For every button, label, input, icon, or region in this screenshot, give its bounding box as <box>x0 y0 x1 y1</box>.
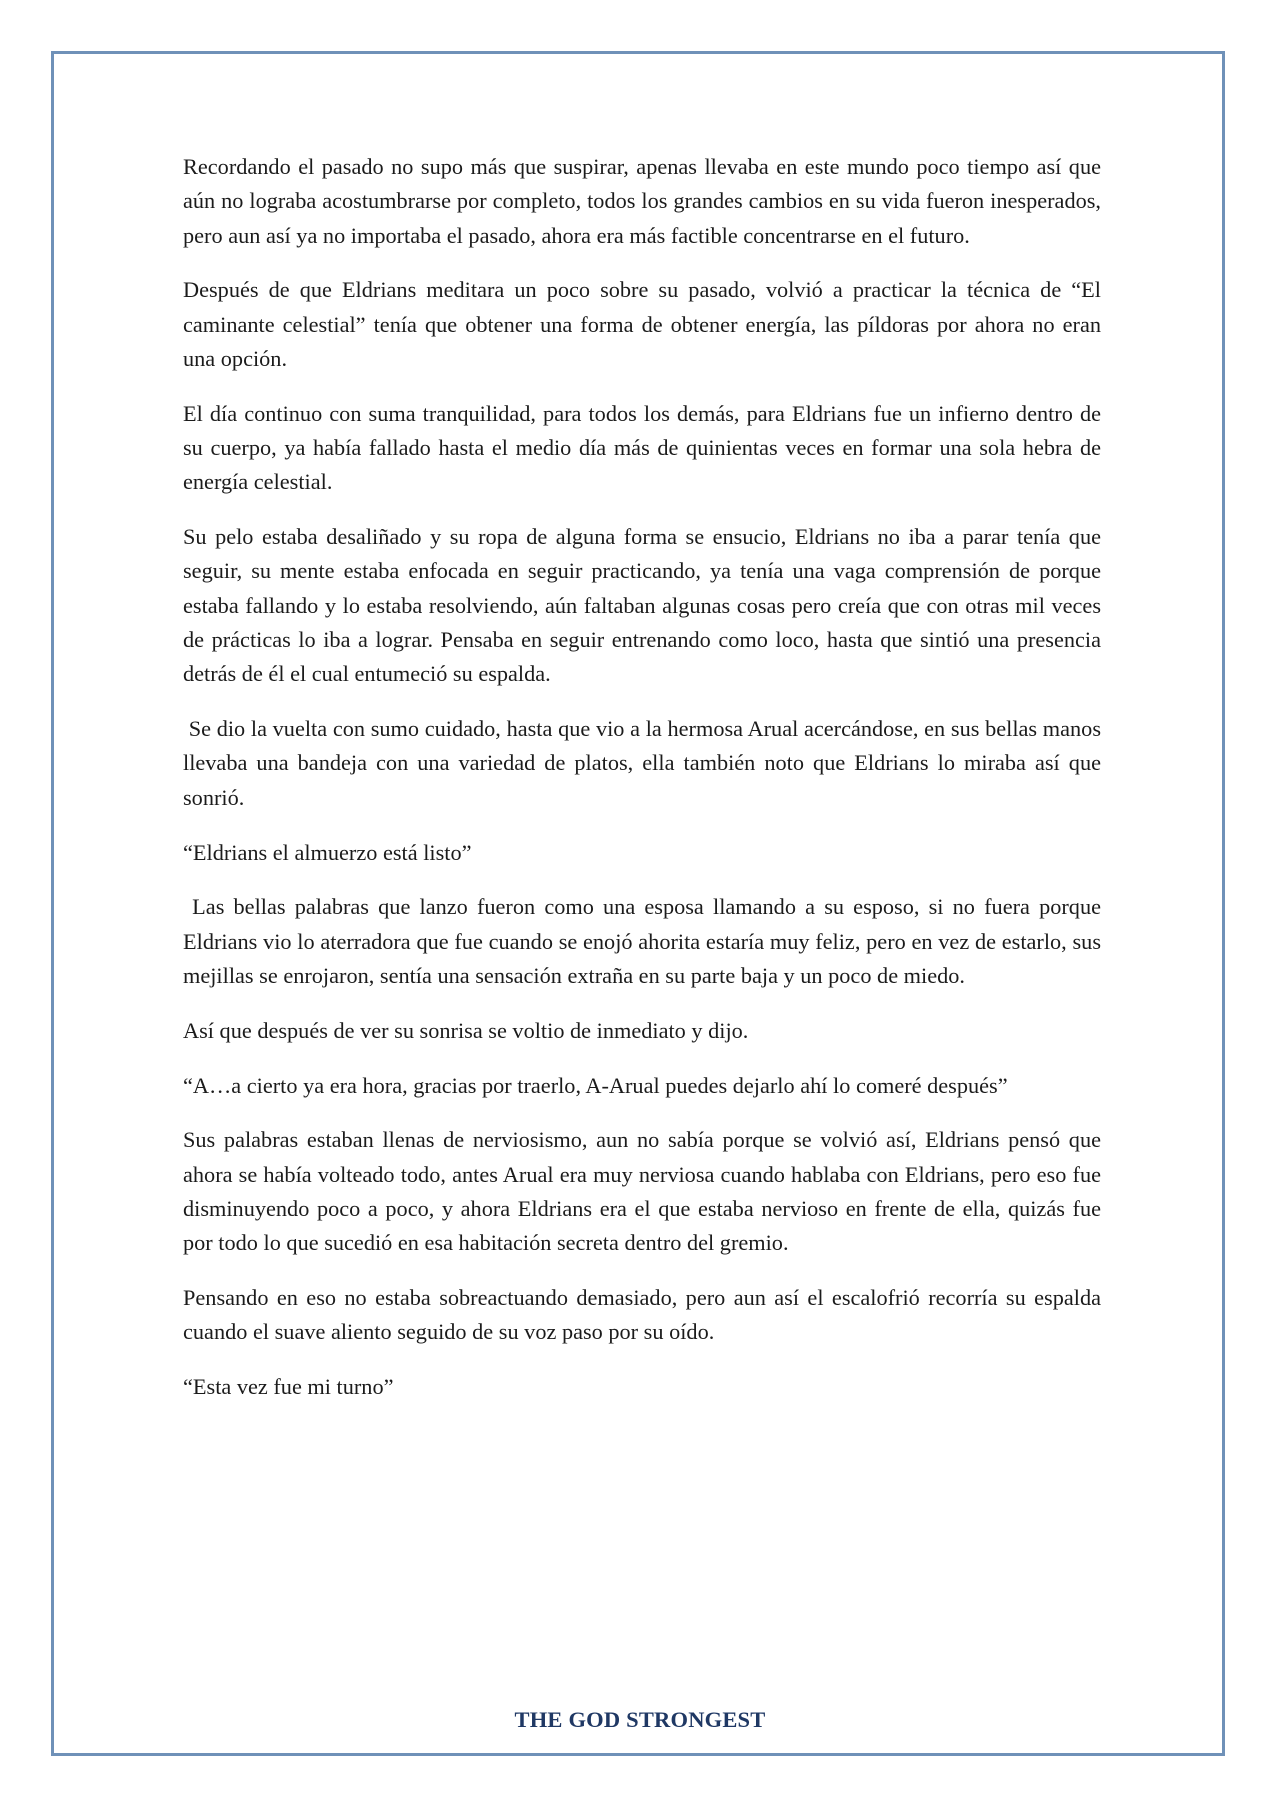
document-body <box>183 150 1107 1425</box>
paragraph: El día continuo con suma tranquilidad, para todos los demás, para Eldrians fue un infierno dentro de su cuerpo, ya había fallado hasta el medio día más de quinientas veces en formar una sola hebra de energía celestial. <box>183 400 1101 495</box>
paragraph: Las bellas palabras que lanzo fueron como una esposa llamando a su esposo, si no fuera porque Eldrians vio lo aterradora que fue cuando se enojó ahorita estaría muy feliz, pero en vez de estarlo, sus mejillas se enrojaron, sentía una sensación extraña en su parte baja y un poco de miedo. <box>183 894 1107 988</box>
paragraph: Pensando en eso no estaba sobreactuando demasiado, pero aun así el escalofrió recorría su espalda cuando el suave aliento seguido de su voz paso por su oído. <box>183 1285 1101 1345</box>
page-footer-title: THE GOD STRONGEST <box>514 1707 766 1732</box>
paragraph: Después de que Eldrians meditara un poco sobre su pasado, volvió a practicar la técnica de “El caminante celestial” tenía que obtener una forma de obtener energía, las píldoras por ahora no eran una opción. <box>183 277 1101 371</box>
paragraph: Se dio la vuelta con sumo cuidado, hasta que vio a la hermosa Arual acercándose, en sus bellas manos llevaba una bandeja con una variedad de platos, ella también noto que Eldrians lo miraba así que sonrió. <box>183 716 1107 810</box>
paragraph: Recordando el pasado no supo más que suspirar, apenas llevaba en este mundo poco tiempo así que aún no lograba acostumbrarse por completo, todos los grandes cambios en su vida fueron inesperados, pero aun así ya no importaba el pasado, ahora era más factible concentrarse en el futuro. <box>183 154 1101 248</box>
dialogue-line: “Esta vez fue mi turno” <box>183 1374 394 1400</box>
dialogue-line: “A…a cierto ya era hora, gracias por traerlo, A-Arual puedes dejarlo ahí lo comeré después” <box>183 1072 1008 1098</box>
paragraph: Sus palabras estaban llenas de nerviosismo, aun no sabía porque se volvió así, Eldrians pensó que ahora se había volteado todo, antes Arual era muy nerviosa cuando hablaba con Eldrians, pero eso fue disminuyendo poco a poco, y ahora Eldrians era el que estaba nervioso en frente de ella, quizás fue por todo lo que sucedió en esa habitación secreta dentro del gremio. <box>183 1127 1101 1256</box>
paragraph: Así que después de ver su sonrisa se voltio de inmediato y dijo. <box>183 1017 749 1043</box>
paragraph: Su pelo estaba desaliñado y su ropa de alguna forma se ensucio, Eldrians no iba a parar tenía que seguir, su mente estaba enfocada en seguir practicando, ya tenía una vaga comprensión de porque estaba fallando y lo estaba resolviendo, aún faltaban algunas cosas pero creía que con otras mil veces de prácticas lo iba a lograr. Pensaba en seguir entrenando como loco, hasta que sintió una presencia detrás de él el cual entumeció su espalda. <box>183 524 1101 687</box>
dialogue-line: “Eldrians el almuerzo está listo” <box>183 839 472 865</box>
